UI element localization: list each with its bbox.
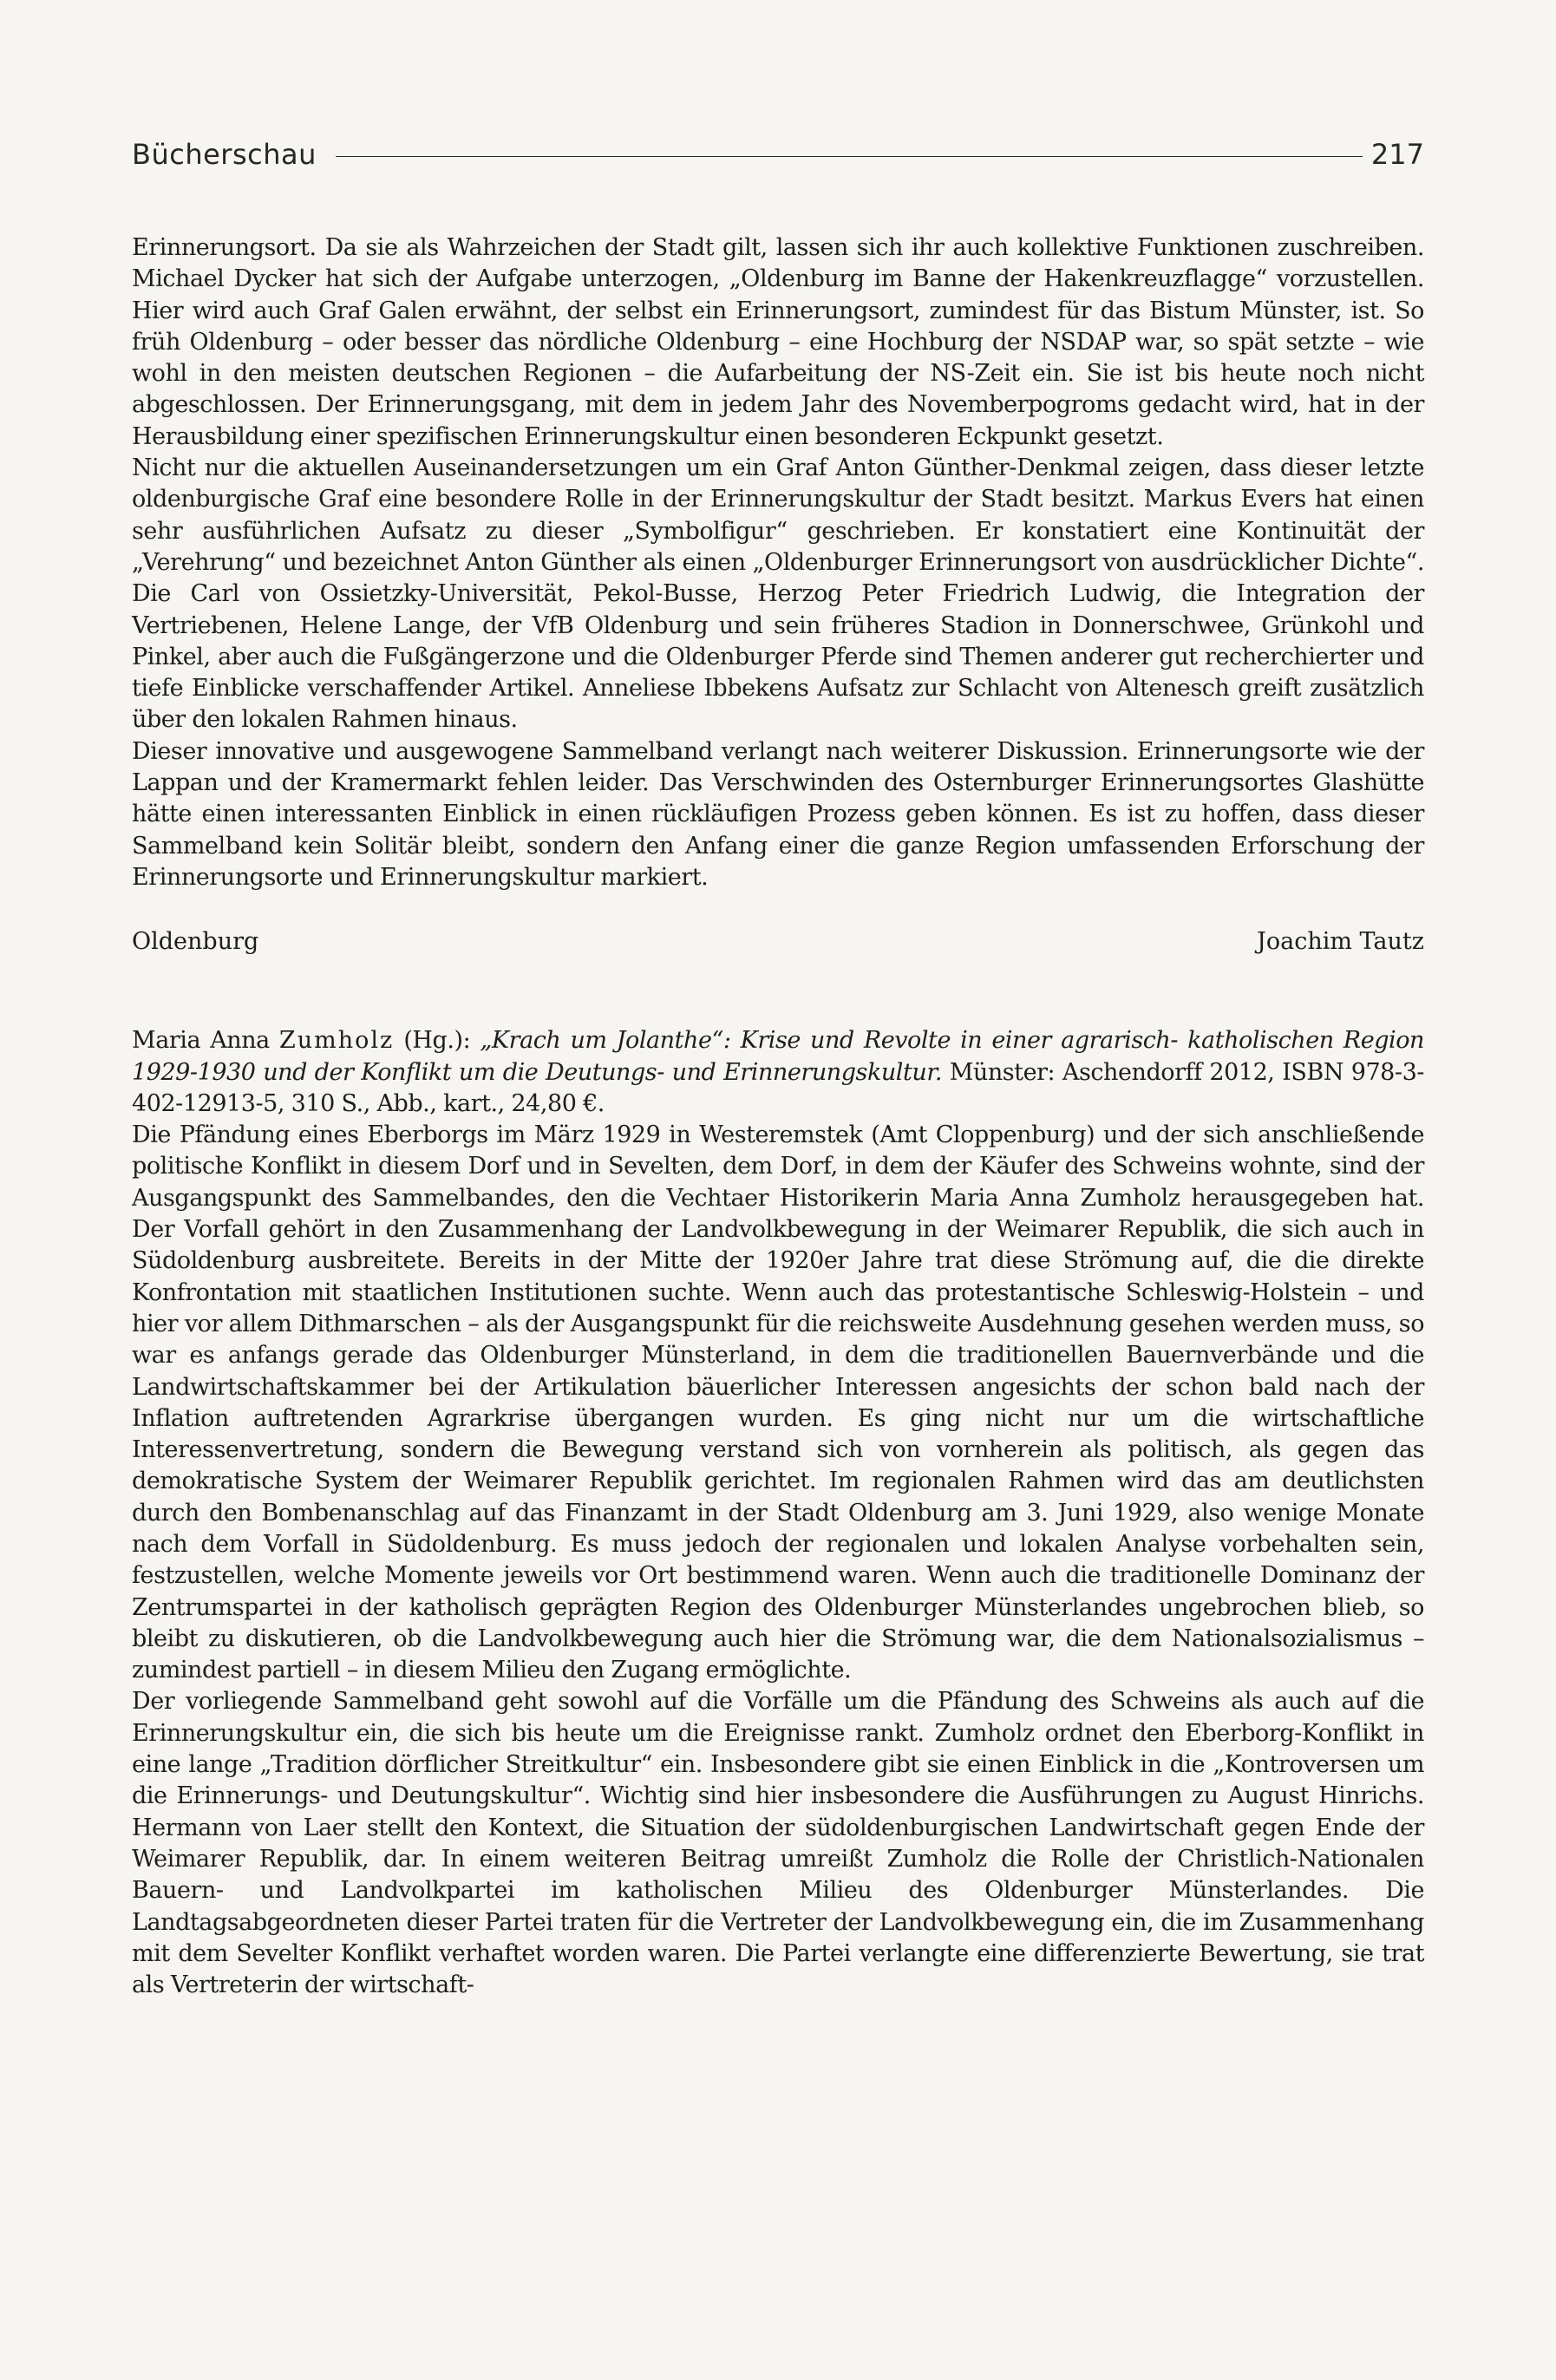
book-title: „Krach um Jolanthe“: Krise und Revolte in einer agrarisch- katholischen Region 1929-1930 und der Konflikt um die Deutungs- und Erinnerungskultur.: [132, 1027, 1424, 1086]
publication-details: Münster: Aschendorff 2012, ISBN 978-3-402-12913-5, 310 S., Abb., kart., 24,80 €.: [132, 1058, 1424, 1117]
review-1-body: [132, 232, 1424, 893]
review-2-paragraph-1: Die Pfändung eines Eberborgs im März 1929 in Westeremstek (Amt Cloppenburg) und der sich anschließende politische Konflikt in diesem Dorf und in Sevelten, dem Dorf, in dem der Käufer des Schweins wohnte, sind der Ausgangspunkt des Sammelbandes, den die Vechtaer Historikerin Maria Anna Zumholz herausgegeben hat. Der Vorfall gehört in den Zusammenhang der Landvolkbewegung in der Weimarer Republik, die sich auch in Südoldenburg ausbreitete. Bereits in der Mitte der 1920er Jahre trat diese Strömung auf, die die direkte Konfrontation mit staatlichen Institutionen suchte. Wenn auch das protestantische Schleswig-Holstein – und hier vor allem Dithmarschen – als der Ausgangspunkt für die reichsweite Ausdehnung gesehen werden muss, so war es anfangs gerade das Oldenburger Münsterland, in dem die traditionellen Bauernverbände und die Landwirtschaftskammer bei der Artikulation bäuerlicher Interessen angesichts der schon bald nach der Inflation auftretenden Agrarkrise übergangen wurden. Es ging nicht nur um die wirtschaftliche Interessenvertretung, sondern die Bewegung verstand sich von vornherein als politisch, als gegen das demokratische System der Weimarer Republik gerichtet. Im regionalen Rahmen wird das am deutlichsten durch den Bombenanschlag auf das Finanzamt in der Stadt Oldenburg am 3. Juni 1929, also wenige Monate nach dem Vorfall in Südoldenburg. Es muss jedoch der regionalen und lokalen Analyse vorbehalten sein, festzustellen, welche Momente jeweils vor Ort bestimmend waren. Wenn auch die traditionelle Dominanz der Zentrumspartei in der katholisch geprägten Region des Oldenburger Münsterlandes ungebrochen blieb, so bleibt zu diskutieren, ob die Landvolkbewegung auch hier die Strömung war, die dem Nationalsozialismus – zumindest partiell – in diesem Milieu den Zugang ermöglichte.: [132, 1121, 1424, 1684]
review-2-body: [132, 1120, 1424, 2001]
header-rule: [336, 156, 1363, 157]
reviewer-name: Joachim Tautz: [1257, 928, 1424, 956]
editor-given-name: Maria Anna: [132, 1027, 270, 1055]
running-header: [132, 130, 1424, 179]
reviewer-place: Oldenburg: [132, 928, 259, 956]
section-title: Bücherschau: [132, 138, 317, 171]
review-2-paragraph-2: Der vorliegende Sammelband geht sowohl auf die Vorfälle um die Pfändung des Schweins als auch auf die Erinnerungskultur ein, die sich bis heute um die Ereignisse rankt. Zumholz ordnet den Eberborg-Konflikt in eine lange „Tradition dörflicher Streitkultur“ ein. Insbesondere gibt sie einen Einblick in die „Kontroversen um die Erinnerungs- und Deutungskultur“. Wichtig sind hier insbesondere die Ausführungen zu August Hinrichs. Hermann von Laer stellt den Kontext, die Situation der südoldenburgischen Landwirtschaft gegen Ende der Weimarer Republik, dar. In einem weiteren Beitrag umreißt Zumholz die Rolle der Christlich-Nationalen Bauern- und Landvolkpartei im katholischen Milieu des Oldenburger Münsterlandes. Die Landtagsabgeordneten dieser Partei traten für die Vertreter der Landvolkbewegung ein, die im Zusammenhang mit dem Sevelter Konflikt verhaftet worden waren. Die Partei verlangte eine differenzierte Bewertung, sie trat als Vertreterin der wirtschaft-: [132, 1688, 1424, 1999]
review-1-signature: [132, 926, 1424, 958]
review-1-paragraph-1: Erinnerungsort. Da sie als Wahrzeichen der Stadt gilt, lassen sich ihr auch kollektive Funktionen zuschreiben. Michael Dycker hat sich der Aufgabe unterzogen, „Oldenburg im Banne der Hakenkreuzflagge“ vorzustellen. Hier wird auch Graf Galen erwähnt, der selbst ein Erinnerungsort, zumindest für das Bistum Münster, ist. So früh Oldenburg – oder besser das nördliche Oldenburg – eine Hochburg der NSDAP war, so spät setzte – wie wohl in den meisten deutschen Regionen – die Aufarbeitung der NS-Zeit ein. Sie ist bis heute noch nicht abgeschlossen. Der Erinnerungsgang, mit dem in jedem Jahr des Novemberpogroms gedacht wird, hat in der Herausbildung einer spezifischen Erinnerungskultur einen besonderen Eckpunkt gesetzt.: [132, 234, 1424, 450]
editor-surname: Zumholz: [278, 1027, 395, 1055]
page-number: 217: [1370, 138, 1424, 171]
review-1-paragraph-2: Nicht nur die aktuellen Auseinandersetzungen um ein Graf Anton Günther-Denkmal zeigen, dass dieser letzte oldenburgische Graf eine besondere Rolle in der Erinnerungskultur der Stadt besitzt. Markus Evers hat einen sehr ausführlichen Aufsatz zu dieser „Symbolfigur“ geschrieben. Er konstatiert eine Kontinuität der „Verehrung“ und bezeichnet Anton Günther als einen „Oldenburger Erinnerungsort von ausdrücklicher Dichte“. Die Carl von Ossietzky-Universität, Pekol-Busse, Herzog Peter Friedrich Ludwig, die Integration der Vertriebenen, Helene Lange, der VfB Oldenburg und sein früheres Stadion in Donnerschwee, Grünkohl und Pinkel, aber auch die Fußgängerzone und die Oldenburger Pferde sind Themen anderer gut recherchierter und tiefe Einblicke verschaffender Artikel. Anneliese Ibbekens Aufsatz zur Schlacht von Altenesch greift zusätzlich über den lokalen Rahmen hinaus.: [132, 454, 1424, 734]
review-1-paragraph-3: Dieser innovative und ausgewogene Sammelband verlangt nach weiterer Diskussion. Erinnerungsorte wie der Lappan und der Kramermarkt fehlen leider. Das Verschwinden des Osternburger Erinnerungsortes Glashütte hätte einen interessanten Einblick in einen rückläufigen Prozess geben können. Es ist zu hoffen, dass dieser Sammelband kein Solitär bleibt, sondern den Anfang einer die ganze Region umfassenden Erforschung der Erinnerungsorte und Erinnerungskultur markiert.: [132, 737, 1424, 891]
review-2-citation: [132, 1025, 1424, 1120]
page: [132, 130, 1424, 2001]
editor-suffix: (Hg.):: [403, 1027, 471, 1055]
